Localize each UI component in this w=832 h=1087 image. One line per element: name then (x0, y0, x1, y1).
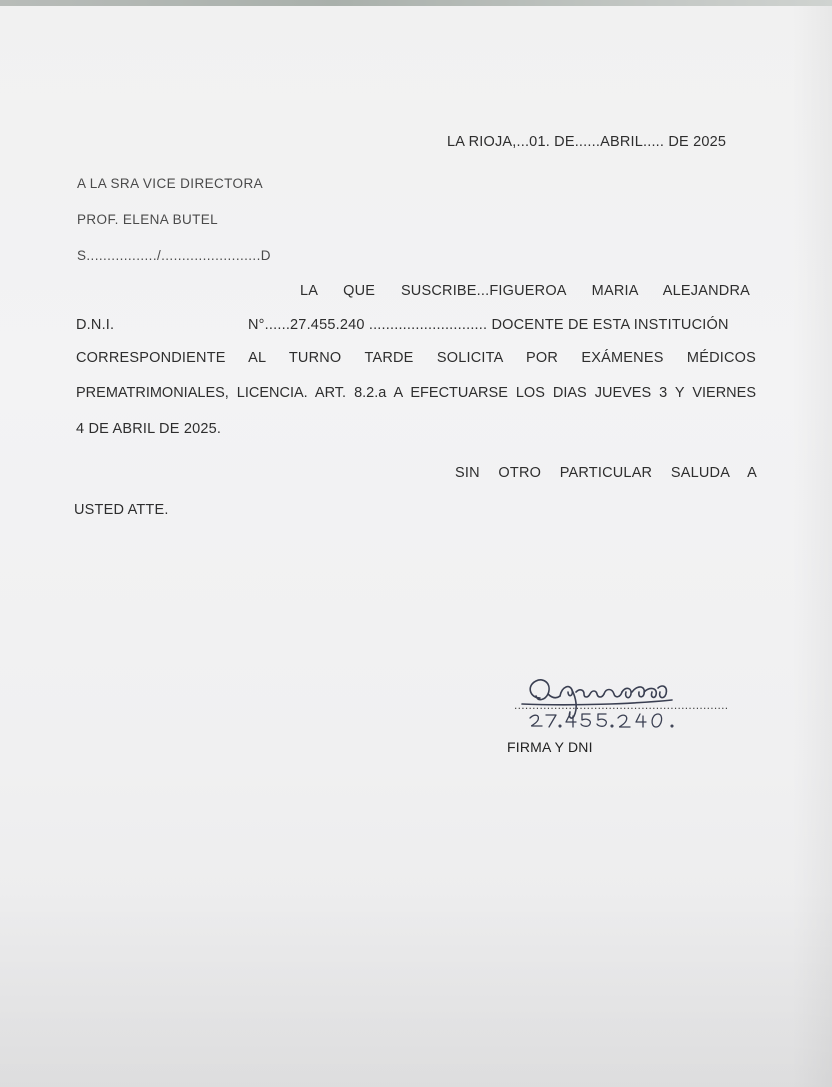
paper-shadow-bottom (0, 887, 832, 1087)
closing-line-2: USTED ATTE. (74, 502, 169, 518)
page-top-edge (0, 0, 832, 6)
recipient-name: PROF. ELENA BUTEL (77, 212, 219, 227)
closing-line-1: SIN OTRO PARTICULAR SALUDA A (455, 465, 757, 481)
body-line-2-dni: N°......27.455.240 ............................ DOCENTE DE ESTA INSTITUCIÓN (248, 317, 729, 333)
signature-dotted-line: ........................................................... (514, 698, 729, 712)
body-line-5: 4 DE ABRIL DE 2025. (76, 421, 222, 437)
body-line-2-label: D.N.I. (76, 317, 115, 333)
salutation-line: S................./........................D (77, 248, 271, 263)
signature-label: FIRMA Y DNI (507, 739, 593, 755)
body-line-1: LA QUE SUSCRIBE...FIGUEROA MARIA ALEJANDRA (300, 283, 750, 299)
body-line-3: CORRESPONDIENTE AL TURNO TARDE SOLICITA POR EXÁMENES MÉDICOS (76, 350, 756, 366)
date-line: LA RIOJA,...01. DE......ABRIL..... DE 2025 (447, 134, 727, 150)
body-line-4: PREMATRIMONIALES, LICENCIA. ART. 8.2.a A EFECTUARSE LOS DIAS JUEVES 3 Y VIERNES (76, 385, 756, 401)
recipient-title: A LA SRA VICE DIRECTORA (77, 176, 264, 191)
